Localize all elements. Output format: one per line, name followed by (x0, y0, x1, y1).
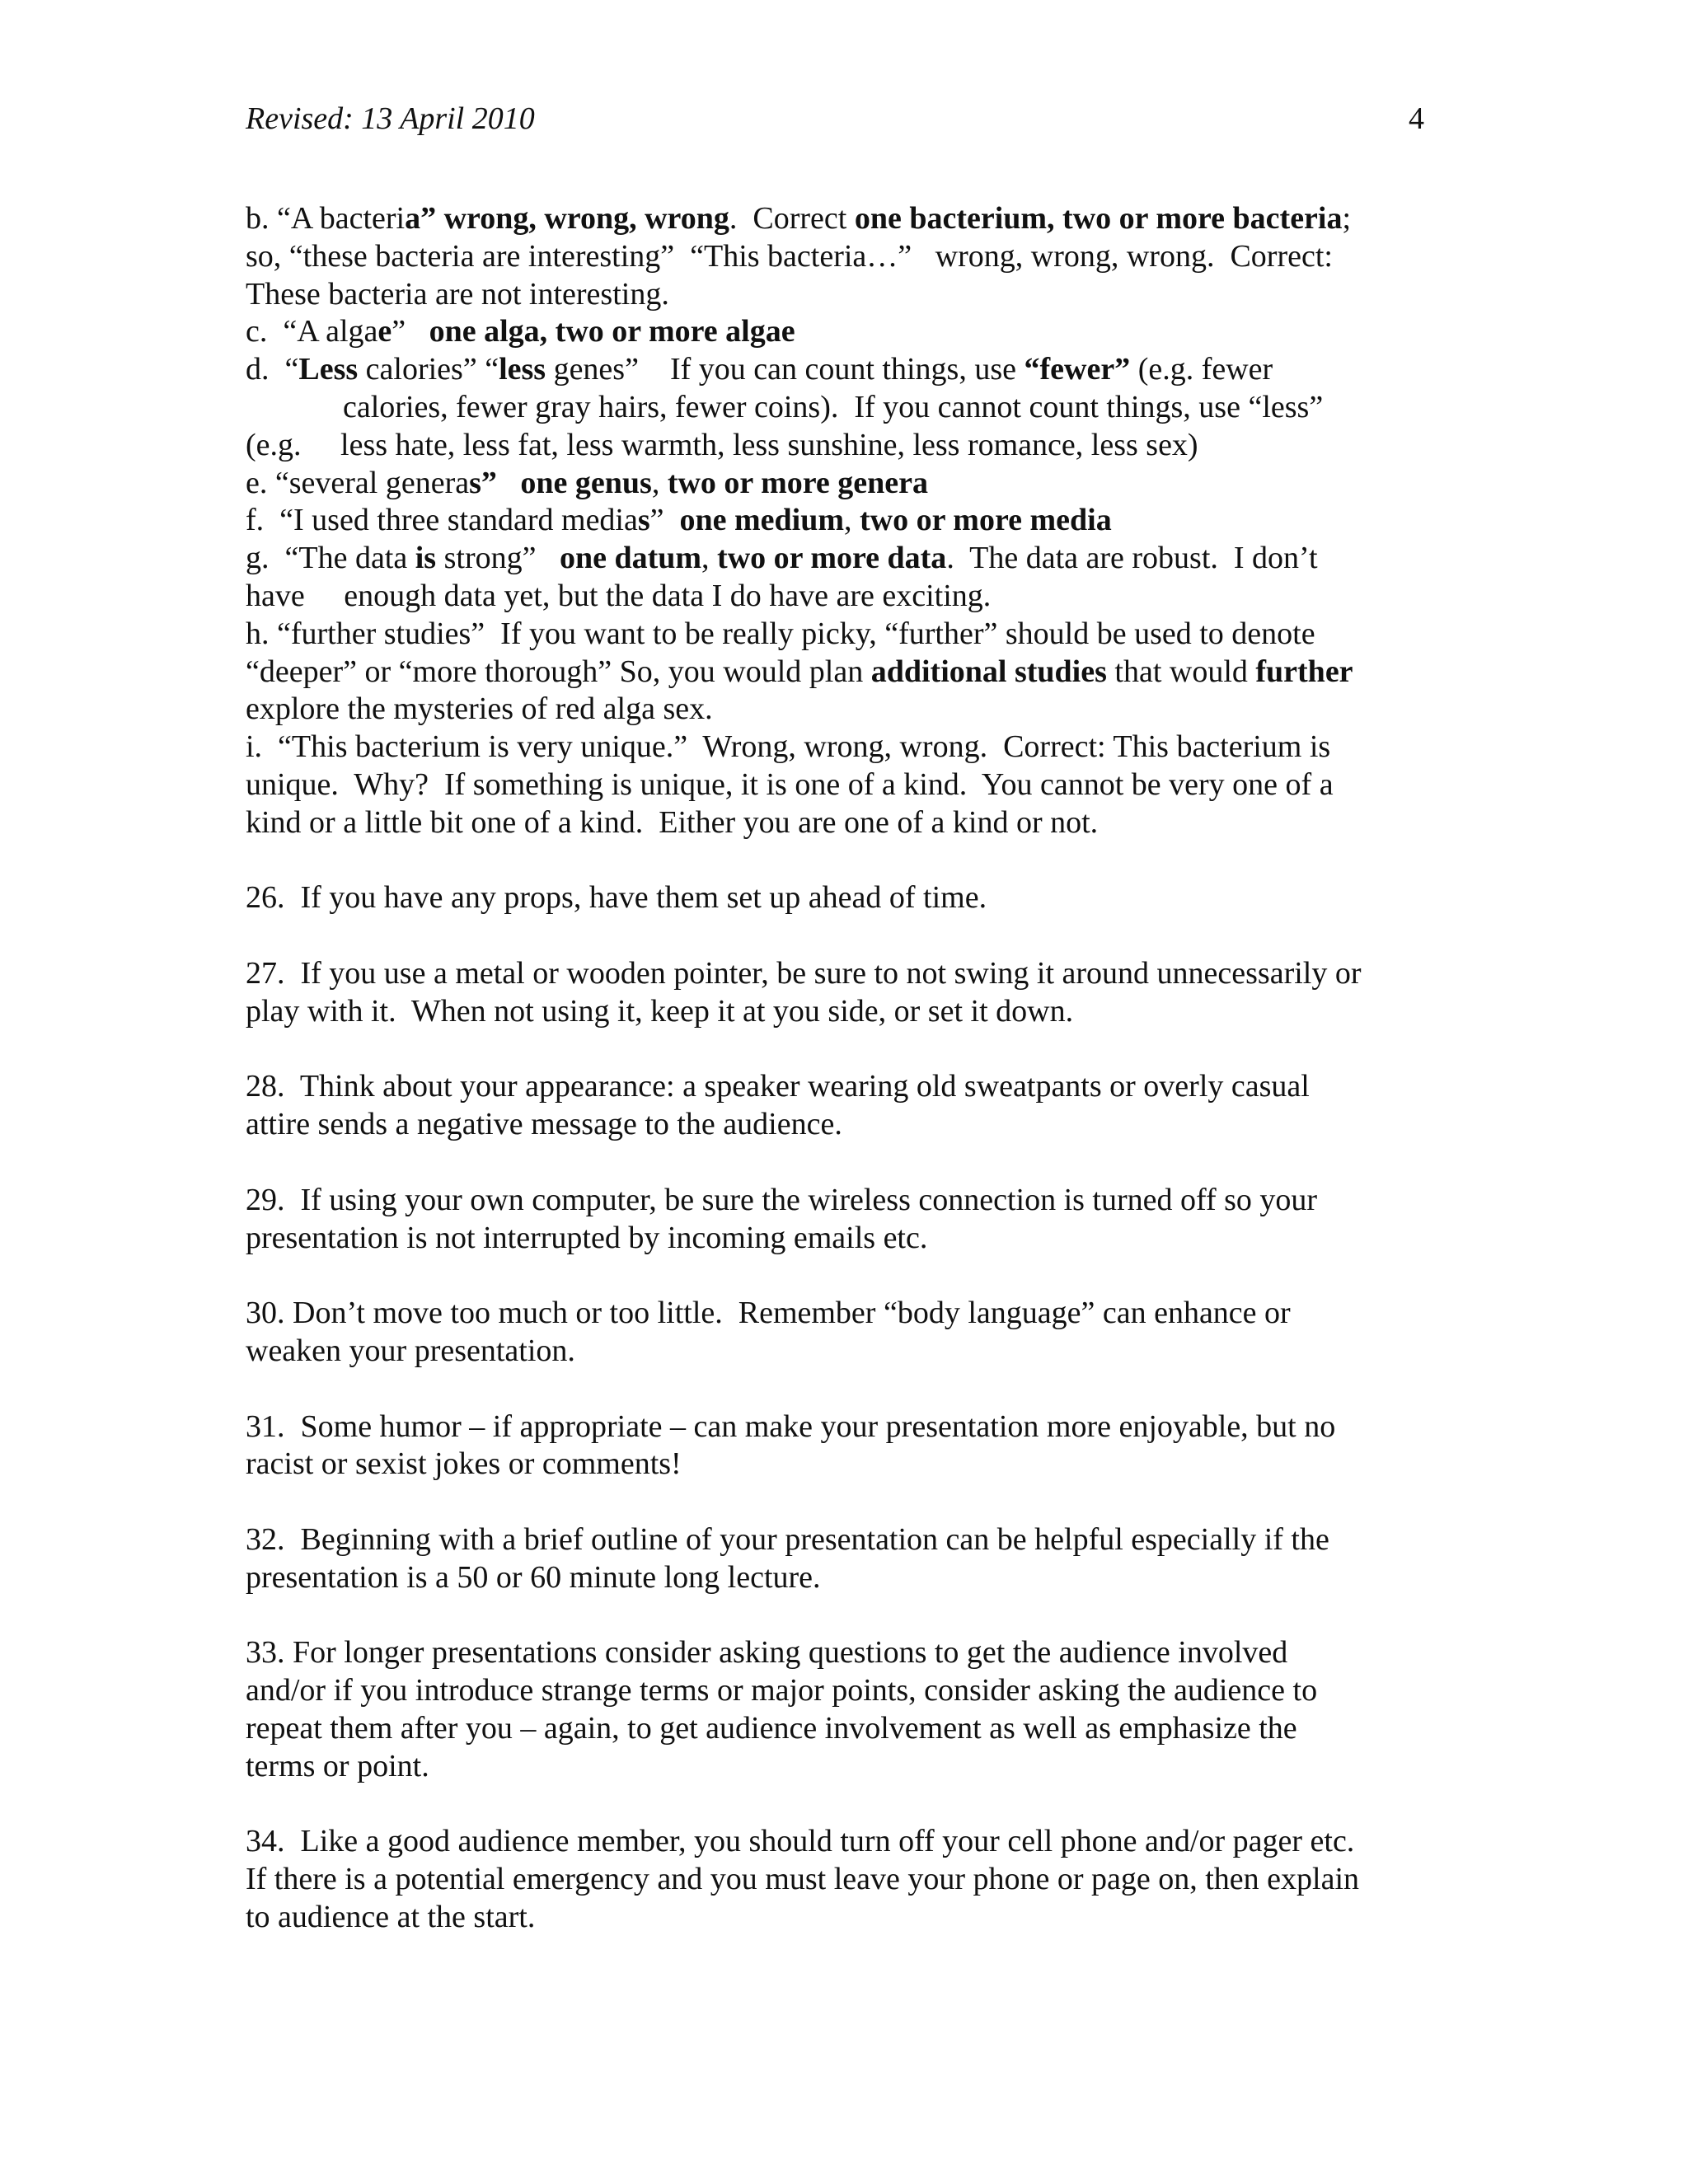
text-segment: e. “several genera (246, 465, 470, 500)
text-line (246, 465, 1441, 503)
bold-text: is (415, 541, 437, 576)
text-segment: weaken your presentation. (246, 1333, 575, 1368)
text-segment: so, “these bacteria are interesting” “This bacteria…” wrong, wrong, wrong. Correct: (246, 238, 1333, 274)
bold-text: one medium (679, 503, 845, 538)
bold-text: e (377, 314, 392, 349)
text-segment: repeat them after you – again, to get audience involvement as well as emphasize the (246, 1710, 1297, 1746)
text-segment: d. “ (246, 352, 299, 387)
text-segment: that would (1106, 654, 1256, 689)
text-line (246, 1295, 1441, 1333)
text-line (246, 1408, 1441, 1446)
text-segment: 32. Beginning with a brief outline of your presentation can be helpful especially if the (246, 1521, 1329, 1557)
text-segment: . Correct (729, 201, 855, 236)
text-segment: (e.g. fewer (1130, 352, 1273, 387)
paragraph-gap (246, 1371, 1441, 1408)
bold-text: one datum (559, 541, 702, 576)
paragraph-gap (246, 842, 1441, 880)
bold-text: wrong, wrong, wrong (443, 201, 729, 236)
document-body (246, 200, 1441, 1937)
text-line (246, 804, 1441, 842)
text-segment: b. “A bacteri (246, 201, 406, 236)
bold-text: Less (298, 352, 359, 387)
text-segment: presentation is a 50 or 60 minute long lecture. (246, 1559, 821, 1595)
text-line (246, 1106, 1441, 1144)
text-line (246, 351, 1441, 389)
text-segment: 26. If you have any props, have them set up ahead of time. (246, 880, 987, 916)
bold-text: additional studies (870, 654, 1107, 689)
text-segment: 34. Like a good audience member, you should turn off your cell phone and/or pager etc. (246, 1824, 1355, 1859)
text-segment: “deeper” or “more thorough” So, you would plan (246, 654, 871, 689)
text-line (246, 238, 1441, 276)
text-segment: kind or a little bit one of a kind. Either you are one of a kind or not. (246, 804, 1099, 840)
text-segment: strong” (436, 541, 560, 576)
text-segment (436, 201, 444, 236)
paragraph-gap (246, 1483, 1441, 1521)
text-segment: play with it. When not using it, keep it at you side, or set it down. (246, 993, 1074, 1029)
text-line (246, 879, 1441, 917)
text-line (246, 993, 1441, 1031)
text-line (246, 766, 1441, 804)
text-line (246, 389, 1441, 427)
bold-text: a” (405, 201, 437, 236)
text-segment: . The data are robust. I don’t (946, 541, 1318, 576)
bold-text: one genus (520, 465, 652, 500)
text-line (246, 276, 1441, 314)
text-segment: 30. Don’t move too much or too little. Remember “body language” can enhance or (246, 1296, 1291, 1331)
text-segment: ; (1342, 201, 1352, 236)
text-segment: and/or if you introduce strange terms or major points, consider asking the audience to (246, 1673, 1318, 1708)
text-line (246, 1710, 1441, 1748)
text-segment: ” (649, 503, 680, 538)
text-line (246, 1559, 1441, 1597)
bold-text: two or more genera (667, 465, 929, 500)
page-header (246, 99, 1424, 138)
text-line (246, 1182, 1441, 1220)
text-line (246, 1068, 1441, 1106)
bold-text: “fewer” (1024, 352, 1131, 387)
text-segment: to audience at the start. (246, 1899, 536, 1934)
bold-text: less (499, 352, 546, 387)
bold-text: further (1255, 654, 1353, 689)
text-segment: , (651, 465, 668, 500)
text-segment: genes” If you can count things, use (546, 352, 1025, 387)
text-line (246, 1333, 1441, 1371)
page-number: 4 (1409, 101, 1424, 136)
paragraph-gap (246, 1144, 1441, 1182)
text-line (246, 729, 1441, 766)
paragraph-gap (246, 1257, 1441, 1295)
text-line (246, 502, 1441, 540)
paragraph-gap (246, 1785, 1441, 1823)
text-segment: 29. If using your own computer, be sure the wireless connection is turned off so your (246, 1182, 1318, 1217)
text-line (246, 1823, 1441, 1861)
text-line (246, 955, 1441, 993)
text-line (246, 1899, 1441, 1937)
text-line (246, 1446, 1441, 1483)
text-line (246, 691, 1441, 729)
text-segment: terms or point. (246, 1748, 429, 1783)
text-line (246, 1861, 1441, 1899)
text-line (246, 616, 1441, 654)
text-segment: ” (392, 314, 429, 349)
bold-text: two or more data (717, 541, 947, 576)
text-line (246, 1521, 1441, 1559)
text-line (246, 427, 1441, 465)
text-segment: 33. For longer presentations consider asking questions to get the audience involved (246, 1635, 1288, 1671)
bold-text: two or more media (860, 503, 1112, 538)
revision-date: Revised: 13 April 2010 (246, 101, 535, 136)
text-segment: unique. Why? If something is unique, it is one of a kind. You cannot be very one of a (246, 766, 1334, 802)
text-line (246, 200, 1441, 238)
text-segment: 27. If you use a metal or wooden pointer, be sure to not swing it around unnecessarily or (246, 955, 1362, 991)
text-segment: , (701, 541, 718, 576)
text-segment: calories” “ (358, 352, 499, 387)
paragraph-gap (246, 917, 1441, 955)
text-segment: have enough data yet, but the data I do have are exciting. (246, 578, 992, 613)
text-segment: g. “The data (246, 541, 415, 576)
text-line (246, 1748, 1441, 1786)
paragraph-gap (246, 1031, 1441, 1069)
text-line (246, 313, 1441, 351)
text-line (246, 540, 1441, 578)
text-segment: i. “This bacterium is very unique.” Wrong, wrong, wrong. Correct: This bacterium is (246, 729, 1331, 765)
text-segment: (e.g. less hate, less fat, less warmth, less sunshine, less romance, less sex) (246, 427, 1198, 462)
text-segment: explore the mysteries of red alga sex. (246, 691, 713, 727)
text-line (246, 578, 1441, 616)
text-line (246, 1220, 1441, 1258)
text-segment: calories, fewer gray hairs, fewer coins). If you cannot count things, use “less” (343, 389, 1324, 424)
bold-text: s (637, 503, 650, 538)
text-segment: attire sends a negative message to the audience. (246, 1107, 842, 1142)
text-line (246, 1672, 1441, 1710)
text-segment: 31. Some humor – if appropriate – can make your presentation more enjoyable, but no (246, 1408, 1336, 1444)
text-segment: racist or sexist jokes or comments! (246, 1446, 682, 1482)
bold-text: one alga, two or more algae (429, 314, 795, 349)
text-segment: 28. Think about your appearance: a speaker wearing old sweatpants or overly casual (246, 1069, 1310, 1104)
text-segment (497, 466, 521, 500)
text-segment: presentation is not interrupted by incoming emails etc. (246, 1220, 928, 1255)
text-line (246, 654, 1441, 691)
text-segment: , (844, 503, 860, 538)
text-segment: If there is a potential emergency and you must leave your phone or page on, then explain (246, 1862, 1360, 1897)
text-segment: c. “A alga (246, 314, 378, 349)
bold-text: one bacterium, two or more bacteria (854, 201, 1343, 236)
bold-text: s” (469, 465, 497, 500)
text-line (246, 1634, 1441, 1672)
text-segment: These bacteria are not interesting. (246, 276, 669, 312)
paragraph-gap (246, 1596, 1441, 1634)
text-segment: f. “I used three standard media (246, 503, 638, 538)
text-segment: h. “further studies” If you want to be really picky, “further” should be used to denote (246, 616, 1315, 651)
